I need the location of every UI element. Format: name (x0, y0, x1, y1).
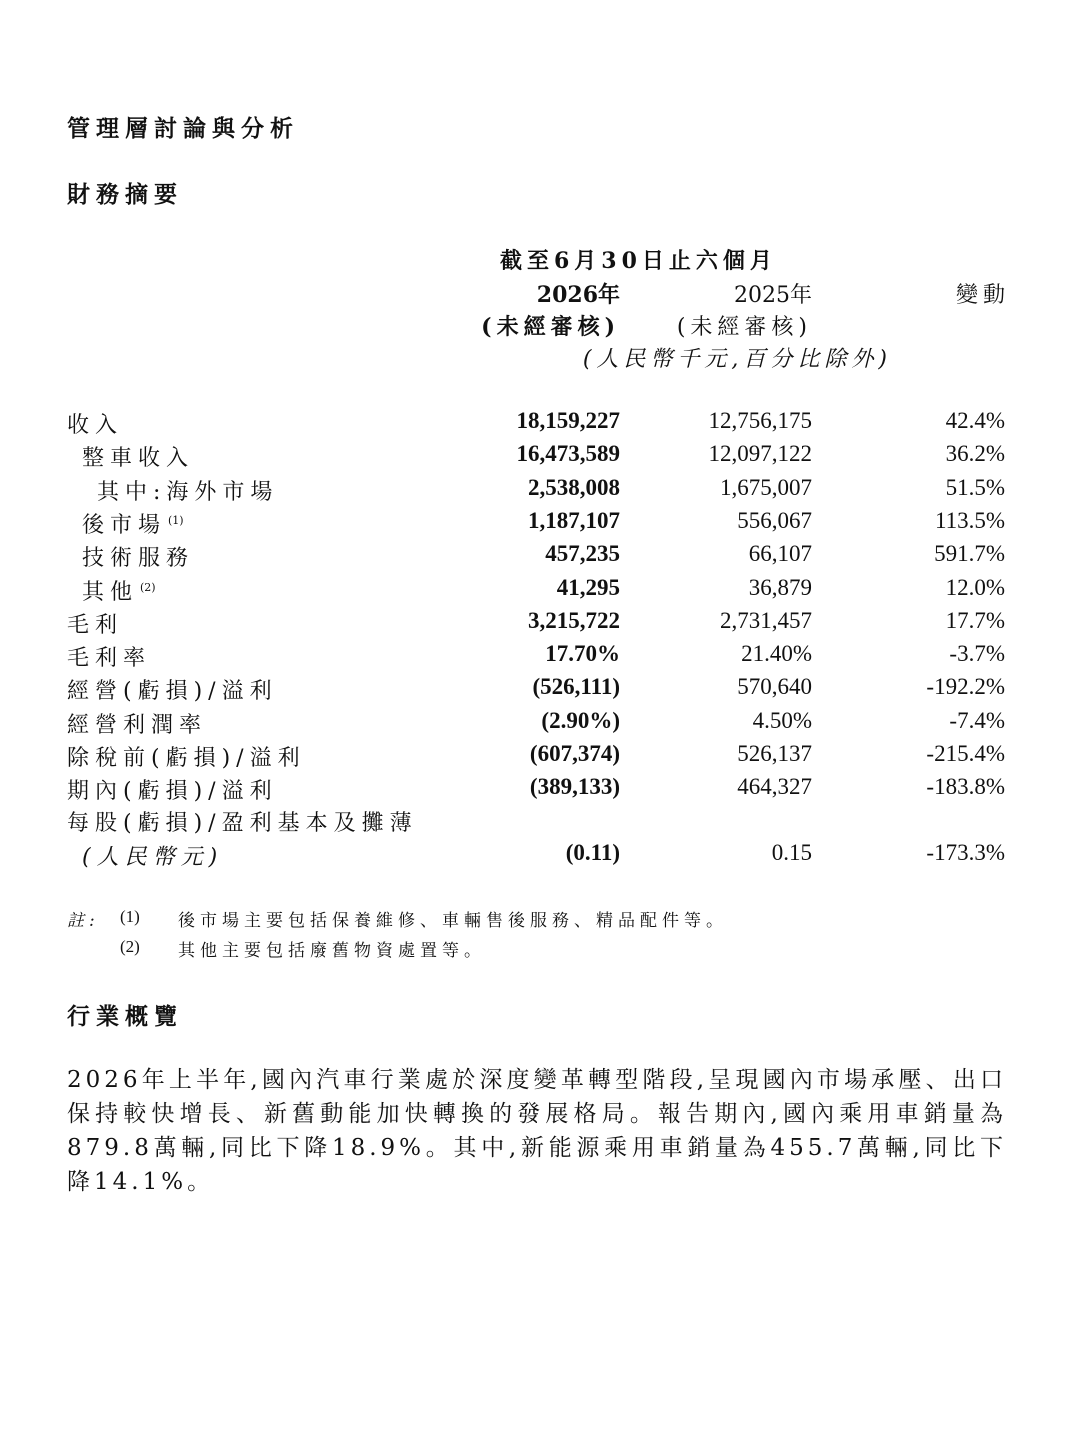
change-value: 113.5% (934, 508, 1005, 533)
eps-value-2025: 0.15 (771, 840, 812, 865)
table-row-label (82, 575, 156, 606)
value-2025: 2,731,457 (720, 608, 812, 633)
eps-change: -173.3% (926, 840, 1005, 865)
industry-paragraph: 2026年上半年,國內汽車行業處於深度變革轉型階段,呈現國內市場承壓、出口保持較快增長、新舊動能加快轉換的發展格局。報告期內,國內乘用車銷量為879.8萬輛,同比下降18.9%。其中,新能源乘用車銷量為455.7萬輛,同比下降14.1%。 (67, 1067, 1007, 1195)
change-value: 42.4% (945, 408, 1005, 433)
change-value: 17.7% (945, 608, 1005, 633)
value-2025: 526,137 (737, 741, 812, 766)
col-2025-status: (未經審核) (676, 315, 812, 340)
table-row-label (67, 641, 151, 672)
row-label-text: 收入 (67, 413, 124, 438)
table-row-label (67, 741, 306, 772)
value-2026: 41,295 (556, 575, 620, 600)
value-2026: 17.70% (545, 641, 620, 666)
value-2025: 556,067 (737, 508, 812, 533)
footnote-marker: (2) (140, 581, 156, 594)
value-2026: 2,538,008 (528, 475, 620, 500)
value-2026: (2.90%) (541, 708, 620, 733)
note-1-text: 後市場主要包括保養維修、車輛售後服務、精品配件等。 (178, 911, 728, 931)
value-2025: 36,879 (748, 575, 812, 600)
row-label-text: 期內(虧損)/溢利 (67, 779, 278, 804)
row-label-text: 經營(虧損)/溢利 (67, 679, 278, 704)
value-2025: 1,675,007 (720, 475, 812, 500)
value-2026: 457,235 (545, 541, 620, 566)
value-2025: 4.50% (752, 708, 812, 733)
unit-note: (人民幣千元,百分比除外) (582, 347, 892, 372)
col-2026-year: 2026年 (536, 282, 620, 308)
change-value: -183.8% (926, 774, 1005, 799)
value-2025: 66,107 (748, 541, 812, 566)
value-2025: 464,327 (737, 774, 812, 799)
row-label-text: 毛利率 (67, 646, 152, 671)
table-row-label (82, 508, 184, 539)
note-2-number: (2) (120, 937, 140, 956)
value-2026: 16,473,589 (516, 441, 620, 466)
notes-label: 註: (67, 911, 100, 931)
table-row-label (82, 541, 194, 572)
row-label-text: 後市場 (82, 513, 167, 538)
col-2025-year: 2025年 (734, 283, 812, 308)
change-value: -3.7% (949, 641, 1005, 666)
value-2026: (526,111) (532, 674, 620, 699)
note-1-number: (1) (120, 907, 140, 926)
change-value: 36.2% (945, 441, 1005, 466)
row-label-text: 毛利 (67, 613, 124, 638)
page-title: 管理層討論與分析 (67, 115, 299, 142)
period-header: 截至6月30日止六個月 (500, 248, 777, 274)
note-2-text: 其他主要包括廢舊物資處置等。 (178, 941, 486, 961)
row-label-text: 其中:海外市場 (97, 480, 279, 505)
change-value: -215.4% (926, 741, 1005, 766)
value-2025: 12,756,175 (708, 408, 812, 433)
table-row-label (82, 441, 194, 472)
row-label-text: 經營利潤率 (67, 713, 208, 738)
table-row-label (67, 408, 123, 439)
value-2026: (389,133) (529, 774, 620, 799)
table-row-label (67, 674, 278, 705)
table-row-label (67, 608, 123, 639)
change-value: -7.4% (949, 708, 1005, 733)
change-value: 12.0% (945, 575, 1005, 600)
change-value: 591.7% (934, 541, 1005, 566)
table-row-label (97, 475, 278, 506)
table-row-label (67, 708, 207, 739)
section-heading-financial-summary: 財務摘要 (67, 181, 183, 208)
value-2025: 12,097,122 (708, 441, 812, 466)
table-row-label (67, 774, 278, 805)
eps-value-2026: (0.11) (565, 840, 620, 865)
value-2025: 21.40% (741, 641, 812, 666)
change-value: -192.2% (926, 674, 1005, 699)
value-2025: 570,640 (737, 674, 812, 699)
row-label-text: 技術服務 (82, 546, 195, 571)
row-label-text: 整車收入 (82, 446, 195, 471)
footnote-marker: (1) (168, 514, 184, 527)
section-heading-industry-overview: 行業概覽 (67, 1003, 183, 1030)
col-2026-status: (未經審核) (481, 314, 620, 340)
value-2026: 1,187,107 (528, 508, 620, 533)
value-2026: 18,159,227 (516, 408, 620, 433)
eps-unit: (人民幣元) (82, 845, 224, 870)
eps-label: 每股(虧損)/盈利基本及攤薄 (67, 811, 418, 836)
col-change-header: 變動 (955, 283, 1010, 308)
row-label-text: 除稅前(虧損)/溢利 (67, 746, 306, 771)
value-2026: (607,374) (529, 741, 620, 766)
change-value: 51.5% (945, 475, 1005, 500)
row-label-text: 其他 (82, 580, 139, 605)
value-2026: 3,215,722 (528, 608, 620, 633)
